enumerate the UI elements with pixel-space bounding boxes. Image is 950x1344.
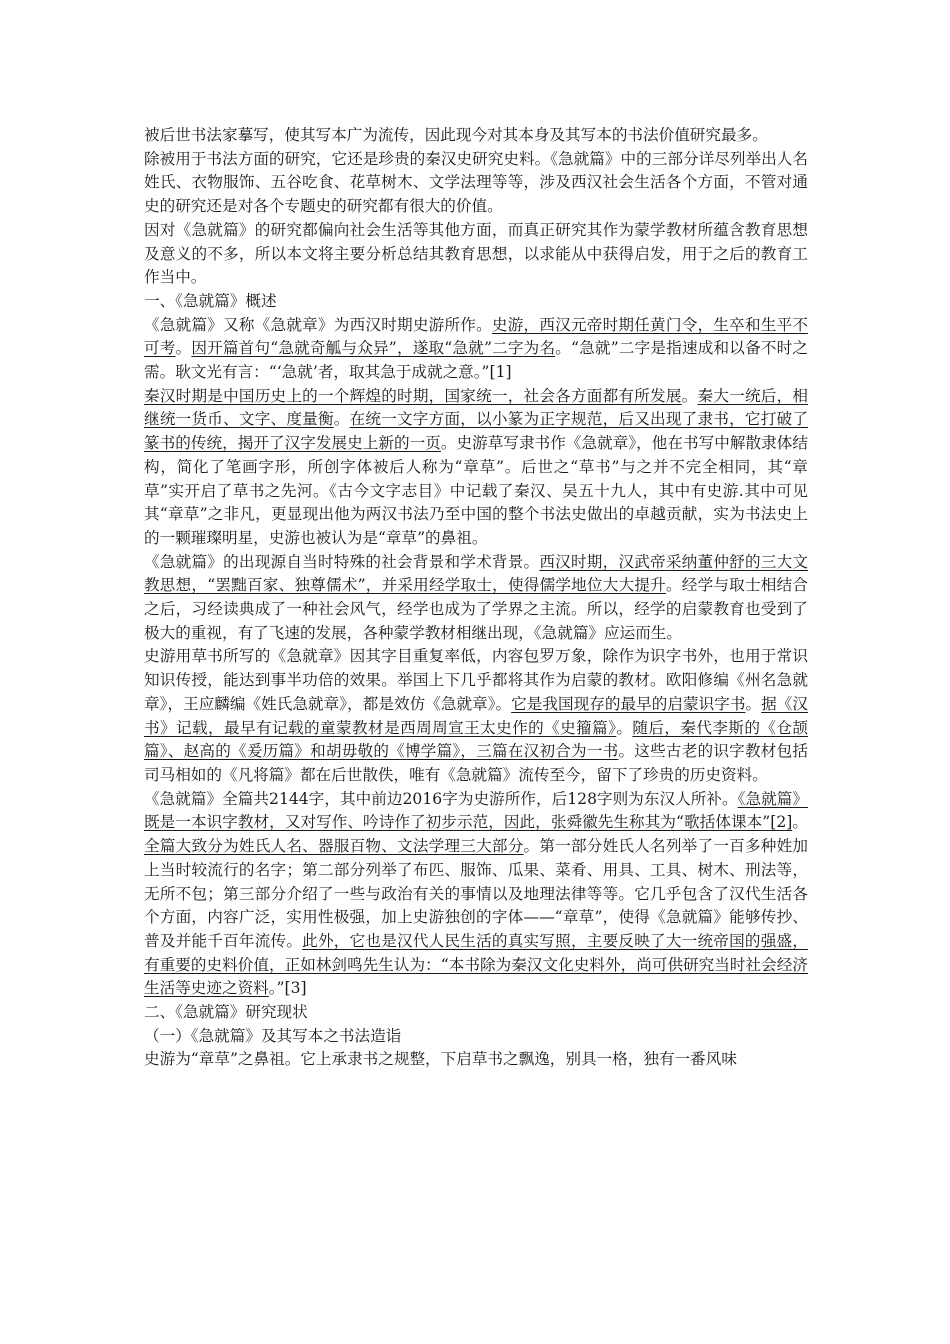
text-run: 。: [616, 718, 633, 737]
text-run: 。: [175, 339, 192, 358]
paragraph: [144, 219, 808, 290]
text-run: 。”[3]: [268, 979, 307, 998]
document-body: [144, 124, 808, 1072]
text-run: 《急就篇》又称《急就章》为西汉时期史游所作。: [144, 315, 492, 334]
underlined-text: 它是我国现存的最早的启蒙识字书: [511, 694, 746, 713]
paragraph: [144, 314, 808, 385]
paragraph: [144, 290, 808, 314]
underlined-text: 全篇大致分为姓氏人名、器服百物、文法学理三大部分: [144, 837, 524, 856]
text-run: 史游用草书所写的《急就章》因其字目重复率低，内容包罗万象，除作为识字书外，也用于常识知识传授，能达到事半功倍的效果。举国上下几乎都将其作为启蒙的教材。欧阳修编《州名急就章》，王应麟编《姓氏急就章》，都是效仿《急就章》。: [144, 647, 808, 713]
paragraph: [144, 385, 808, 551]
text-run: 《急就篇》的出现源自当时特殊的社会背景和学术背景。: [144, 552, 540, 571]
text-run: 因对《急就篇》的研究都偏向社会生活等其他方面，而真正研究其作为蒙学教材所蕴含教育思想及意义的不多，所以本文将主要分析总结其教育思想，以求能从中获得启发，用于之后的教育工作当中。: [144, 220, 808, 287]
underlined-text: 随后，秦代李斯的《仓颉篇》、赵高的《爰历篇》和胡毋敬的《博学篇》，三篇在汉初合为一书: [144, 718, 808, 761]
underlined-text: 在统一文字方面，以小篆为正字规范，后又出现了隶书，它打破了篆书的传统，揭开了汉字发展史上新的一页: [144, 410, 808, 453]
paragraph: [144, 148, 808, 219]
text-run: 。: [333, 410, 350, 429]
text-run: 。: [792, 813, 808, 832]
text-run: 史游为“章草”之鼻祖。它上承隶书之规整，下启草书之飘逸，别具一格，独有一番风味: [144, 1050, 737, 1069]
underlined-text: 《急就篇》既是一本识字教材，又对写作、吟诗作了初步示范，因此，张舜徽先生称其为“歌括体课本”[2]: [144, 789, 808, 832]
text-run: 二、《急就篇》研究现状: [144, 1003, 308, 1022]
underlined-text: 秦大一统后，相继统一货币、文字、度量衡: [144, 386, 808, 429]
text-run: （一）《急就篇》及其写本之书法造诣: [144, 1026, 402, 1045]
paragraph: [144, 1025, 808, 1049]
paragraph: [144, 1001, 808, 1025]
text-run: 。经学与取士相结合之后，习经读典成了一种社会风气，经学也成为了学界之主流。所以，经学的启蒙教育也受到了极大的重视，有了飞速的发展，各种蒙学教材相继出现，《急就篇》应运而生。: [144, 576, 808, 642]
paragraph: [144, 124, 808, 148]
text-run: 。: [745, 694, 762, 713]
underlined-text: 此外，它也是汉代人民生活的真实写照，主要反映了大一统帝国的强盛，有重要的史料价值，正如林剑鸣先生认为：“本书除为秦汉文化史料外，尚可供研究当时社会经济生活等史迹之资料: [144, 931, 808, 998]
text-run: 被后世书法家摹写，使其写本广为流传，因此现今对其本身及其写本的书法价值研究最多。: [144, 126, 768, 144]
paragraph: [144, 551, 808, 646]
paragraph: [144, 788, 808, 1001]
underlined-text: 据《汉书》记载，最早有记载的童蒙教材是西周周宣王太史作的《史籀篇》: [144, 694, 808, 737]
paragraph: [144, 645, 808, 787]
text-run: 。这些古老的识字教材包括司马相如的《凡将篇》都在后世散佚，唯有《急就篇》流传至今，留下了珍贵的历史资料。: [144, 742, 808, 784]
underlined-text: 秦汉时期是中国历史上的一个辉煌的时期，国家统一，社会各方面都有所发展: [144, 386, 682, 405]
text-run: 。“急就”二字是指速成和以备不时之需。耿文光有言：“‘急就’者，取其急于成就之意。”[1]: [144, 339, 808, 382]
text-run: 一、《急就篇》概述: [144, 291, 277, 310]
text-run: 《急就篇》全篇共2144字，其中前边2016字为史游所作，后128字则为东汉人所补。: [144, 789, 738, 808]
text-run: 。史游草写隶书作《急就章》，他在书写中解散隶体结构，简化了笔画字形，所创字体被后人称为“章草”。后世之“草书”与之并不完全相同，其“章草”实开启了草书之先河。《古今文字志目》中记载了秦汉、吴五十九人，其中有史游.其中可见其“章草”之非凡，更显现出他为两汉书法乃至中国的整个书法史做出的卓越贡献，实为书法史上的一颗璀璨明星，史游也被认为是“章草”的鼻祖。: [144, 434, 808, 547]
text-run: 除被用于书法方面的研究，它还是珍贵的秦汉史研究史料。《急就篇》中的三部分详尽列举出人名姓氏、衣物服饰、五谷吃食、花草树木、文学法理等等，涉及西汉社会生活各个方面，不管对通史的研究还是对各个专题史的研究都有很大的价值。: [144, 149, 808, 216]
text-run: 。: [681, 386, 698, 405]
underlined-text: 西汉时期，汉武帝采纳董仲舒的三大文教思想，“罢黜百家、独尊儒术”，并采用经学取士，使得儒学地位大大提升: [144, 552, 808, 595]
underlined-text: 因开篇首句“急就奇觚与众异”，遂取“急就”二字为名: [191, 339, 556, 358]
text-run: 。第一部分姓氏人名列举了一百多种姓加上当时较流行的名字；第二部分列举了布匹、服饰、瓜果、菜肴、用具、工具、树木、刑法等，无所不包；第三部分介绍了一些与政治有关的事情以及地理法律等等。它几乎包含了汉代生活各个方面，内容广泛，实用性极强，加上史游独创的字体——“章草”，使得《急就篇》能够传抄、普及并能千百年流传。: [144, 837, 808, 950]
paragraph: [144, 1048, 808, 1072]
underlined-text: 史游，西汉元帝时期任黄门令，生卒和生平不可考: [144, 315, 808, 358]
